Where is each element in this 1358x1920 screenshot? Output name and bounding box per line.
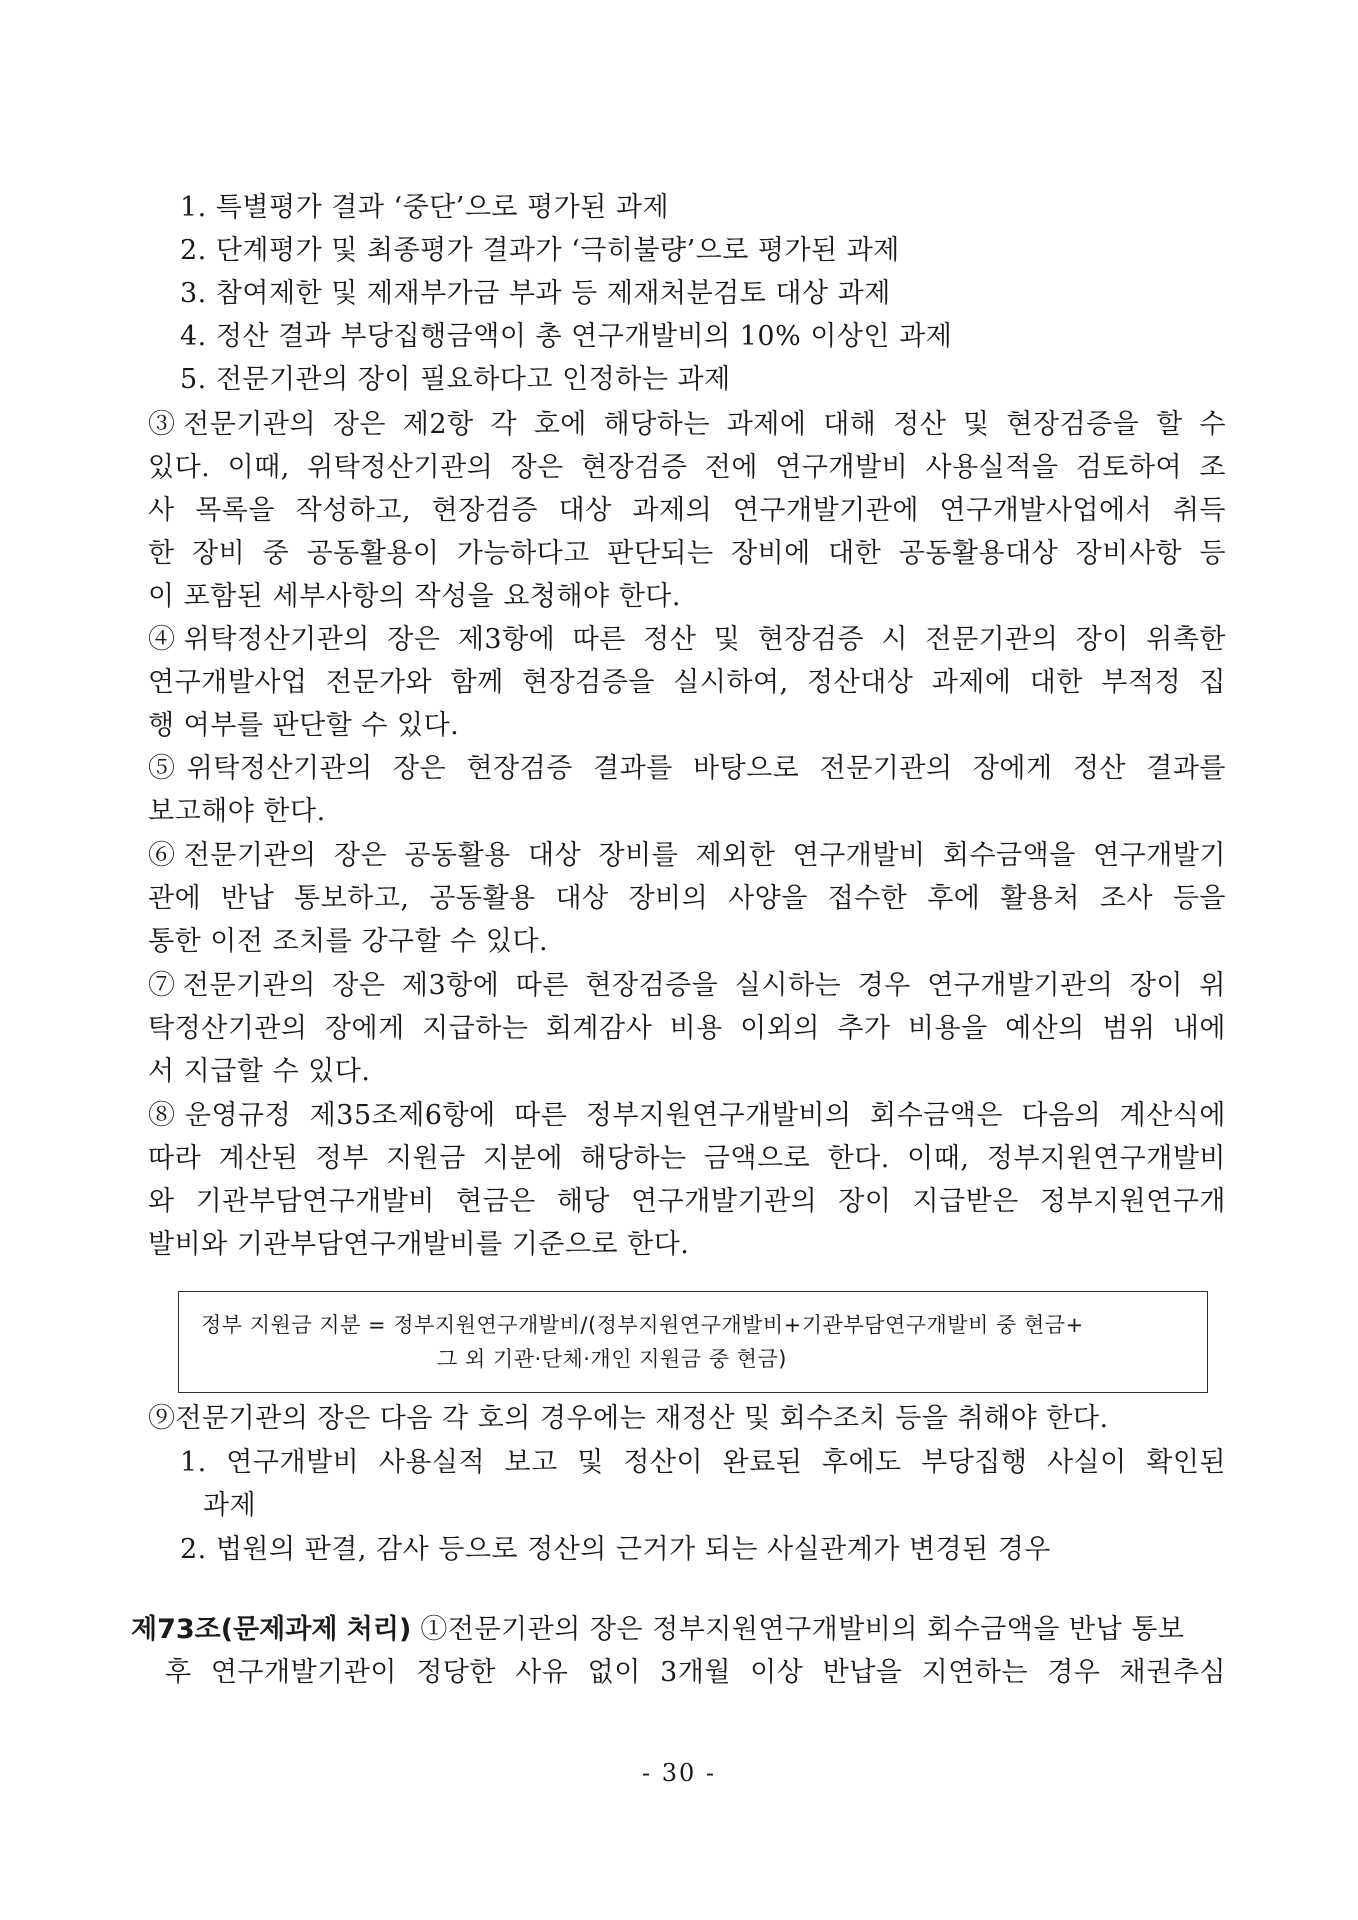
paragraph-3-line: 이 포함된 세부사항의 작성을 요청해야 한다. [148,581,681,612]
paragraph-4-line: ④위탁정산기관의 장은 제3항에 따른 정산 및 현장검증 시 전문기관의 장이 위촉한 [148,624,1226,655]
article-73-title: 제73조(문제과제 처리) [131,1614,412,1645]
list-item: 5. 전문기관의 장이 필요하다고 인정하는 과제 [180,364,731,395]
paragraph-5-line: ⑤위탁정산기관의 장은 현장검증 결과를 바탕으로 전문기관의 장에게 정산 결과를 [148,753,1226,784]
paragraph-4-line: 연구개발사업 전문가와 함께 현장검증을 실시하여, 정산대상 과제에 대한 부적정 집 [148,667,1226,698]
article-73-line-2: 후 연구개발기관이 정당한 사유 없이 3개월 이상 반납을 지연하는 경우 채권추심 [165,1657,1226,1688]
page-number: - 30 - [641,1759,716,1787]
paragraph-7-line: 탁정산기관의 장에게 지급하는 회계감사 비용 이외의 추가 비용을 예산의 범위 내에 [148,1013,1226,1044]
paragraph-5-line: 보고해야 한다. [148,796,326,827]
formula-box [178,1291,1208,1393]
paragraph-7-line: 서 지급할 수 있다. [148,1056,371,1087]
list-item: 1. 특별평가 결과 ‘중단’으로 평가된 과제 [180,192,670,223]
formula-line-2: 그 외 기관·단체·개인 지원금 중 현금) [437,1347,787,1371]
article-73-text: ①전문기관의 장은 정부지원연구개발비의 회수금액을 반납 통보 [411,1614,1185,1645]
paragraph-6-line: 통한 이전 조치를 강구할 수 있다. [148,926,549,957]
paragraph-8-line: 와 기관부담연구개발비 현금은 해당 연구개발기관의 장이 지급받은 정부지원연구개 [148,1186,1226,1217]
paragraph-3-line: 사 목록을 작성하고, 현장검증 대상 과제의 연구개발기관에 연구개발사업에서 취득 [148,495,1226,526]
formula-line-1: 정부 지원금 지분 = 정부지원연구개발비/(정부지원연구개발비+기관부담연구개발비 중 현금+ [201,1313,1084,1337]
paragraph-3-line: 한 장비 중 공동활용이 가능하다고 판단되는 장비에 대한 공동활용대상 장비사항 등 [148,538,1226,569]
paragraph-9-item-2: 2. 법원의 판결, 감사 등으로 정산의 근거가 되는 사실관계가 변경된 경우 [180,1534,1051,1565]
paragraph-9-item-1-cont: 과제 [203,1490,257,1521]
paragraph-6-line: 관에 반납 통보하고, 공동활용 대상 장비의 사양을 접수한 후에 활용처 조사 등을 [148,883,1226,914]
paragraph-4-line: 행 여부를 판단할 수 있다. [148,710,460,741]
paragraph-9-intro: ⑨전문기관의 장은 다음 각 호의 경우에는 재정산 및 회수조치 등을 취해야 한다. [148,1403,1109,1434]
list-item: 2. 단계평가 및 최종평가 결과가 ‘극히불량’으로 평가된 과제 [180,235,900,266]
paragraph-9-item-1: 1. 연구개발비 사용실적 보고 및 정산이 완료된 후에도 부당집행 사실이 확인된 [180,1447,1226,1478]
paragraph-8-line: 따라 계산된 정부 지원금 지분에 해당하는 금액으로 한다. 이때, 정부지원연구개발비 [148,1143,1226,1174]
list-item: 3. 참여제한 및 제재부가금 부과 등 제재처분검토 대상 과제 [180,278,891,309]
paragraph-8-line: ⑧운영규정 제35조제6항에 따른 정부지원연구개발비의 회수금액은 다음의 계산식에 [148,1100,1226,1131]
paragraph-7-line: ⑦전문기관의 장은 제3항에 따른 현장검증을 실시하는 경우 연구개발기관의 장이 위 [148,970,1226,1001]
paragraph-6-line: ⑥전문기관의 장은 공동활용 대상 장비를 제외한 연구개발비 회수금액을 연구개발기 [148,840,1226,871]
list-item: 4. 정산 결과 부당집행금액이 총 연구개발비의 10% 이상인 과제 [180,321,953,352]
paragraph-8-line: 발비와 기관부담연구개발비를 기준으로 한다. [148,1229,690,1260]
paragraph-3-line: 있다. 이때, 위탁정산기관의 장은 현장검증 전에 연구개발비 사용실적을 검토하여 조 [148,452,1226,483]
article-73-line-1 [131,1610,1184,1650]
paragraph-3-line: ③전문기관의 장은 제2항 각 호에 해당하는 과제에 대해 정산 및 현장검증을 할 수 [148,409,1226,440]
